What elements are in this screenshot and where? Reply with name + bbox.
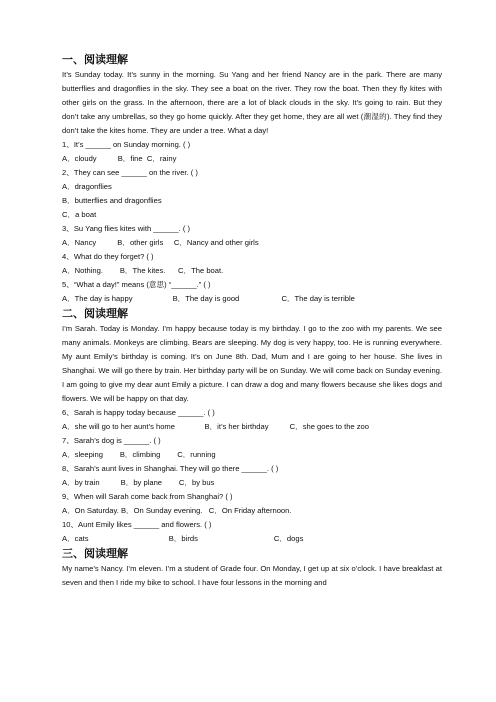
answer-options: A．cats B．birds C．dogs: [62, 534, 304, 543]
answer-option: C．a boat: [62, 210, 97, 219]
answer-options: A．The day is happy B．The day is good C．The day is terrible: [62, 294, 355, 303]
answer-options: A．On Saturday. B．On Sunday evening. C．On Friday afternoon.: [62, 506, 292, 515]
reading-passage: I’m Sarah. Today is Monday. I’m happy because today is my birthday. I go to the zoo with my parents. We see many animals. Monkeys are climbing. Bears are sleeping. My dog is very happy, too. He is running everywhere. My aunt Emily’s birthday is coming. It’s on June 8th. Dad, Mum and I are going to her house. She lives in Shanghai. We will go there by train. Her birthday party will be on Sunday. We will come back on Sunday evening. I am going to give my dear aunt Emily a picture. I can draw a dog and many flowers because she likes dogs and flowers. We will be happy on that day.: [62, 324, 442, 403]
section-heading: 三、阅读理解: [62, 547, 128, 560]
question: 2、They can see ______ on the river. ( ): [62, 168, 198, 177]
answer-options: A．sleeping B．climbing C．running: [62, 450, 216, 459]
document-page: [62, 52, 442, 590]
question: 5、“What a day!” means (意思) “______.” ( ): [62, 280, 211, 289]
section-1: [62, 52, 442, 306]
section-heading: 一、阅读理解: [62, 53, 128, 66]
reading-passage: It’s Sunday today. It’s sunny in the morning. Su Yang and her friend Nancy are in the park. There are many butterflies and dragonflies in the sky. They see a boat on the river. They row the boat. Then they fly kites with other girls on the grass. In the afternoon, there are a lot of black clouds in the sky. It’s going to rain. But they don’t take any umbrellas, so they go home quickly. After they get home, they are all wet (潮湿的). They find they don’t take the kites home. They are under a tree. What a day!: [62, 70, 442, 135]
question: 1、It’s ______ on Sunday morning. ( ): [62, 140, 191, 149]
reading-passage: My name’s Nancy. I’m eleven. I’m a student of Grade four. On Monday, I get up at six o’clock. I have breakfast at seven and then I ride my bike to school. I have four lessons in the morning and: [62, 564, 442, 587]
answer-options: A．Nothing. B．The kites. C．The boat.: [62, 266, 224, 275]
answer-options: A．she will go to her aunt’s home B．it’s her birthday C．she goes to the zoo: [62, 422, 369, 431]
answer-options: A．by train B．by plane C．by bus: [62, 478, 215, 487]
question: 3、Su Yang flies kites with ______. ( ): [62, 224, 191, 233]
question: 9、When will Sarah come back from Shanghai? ( ): [62, 492, 233, 501]
answer-options: A．cloudy B．fine C．rainy: [62, 154, 177, 163]
section-heading: 二、阅读理解: [62, 307, 128, 320]
question: 10、Aunt Emily likes ______ and flowers. ( ): [62, 520, 212, 529]
answer-option: A．dragonflies: [62, 182, 112, 191]
question: 7、Sarah’s dog is ______. ( ): [62, 436, 161, 445]
question: 6、Sarah is happy today because ______. ( ): [62, 408, 215, 417]
answer-option: B．butterflies and dragonflies: [62, 196, 162, 205]
question: 8、Sarah’s aunt lives in Shanghai. They will go there ______. ( ): [62, 464, 279, 473]
section-3: [62, 546, 442, 590]
answer-options: A．Nancy B．other girls C．Nancy and other girls: [62, 238, 259, 247]
question: 4、What do they forget? ( ): [62, 252, 154, 261]
section-2: [62, 306, 442, 546]
